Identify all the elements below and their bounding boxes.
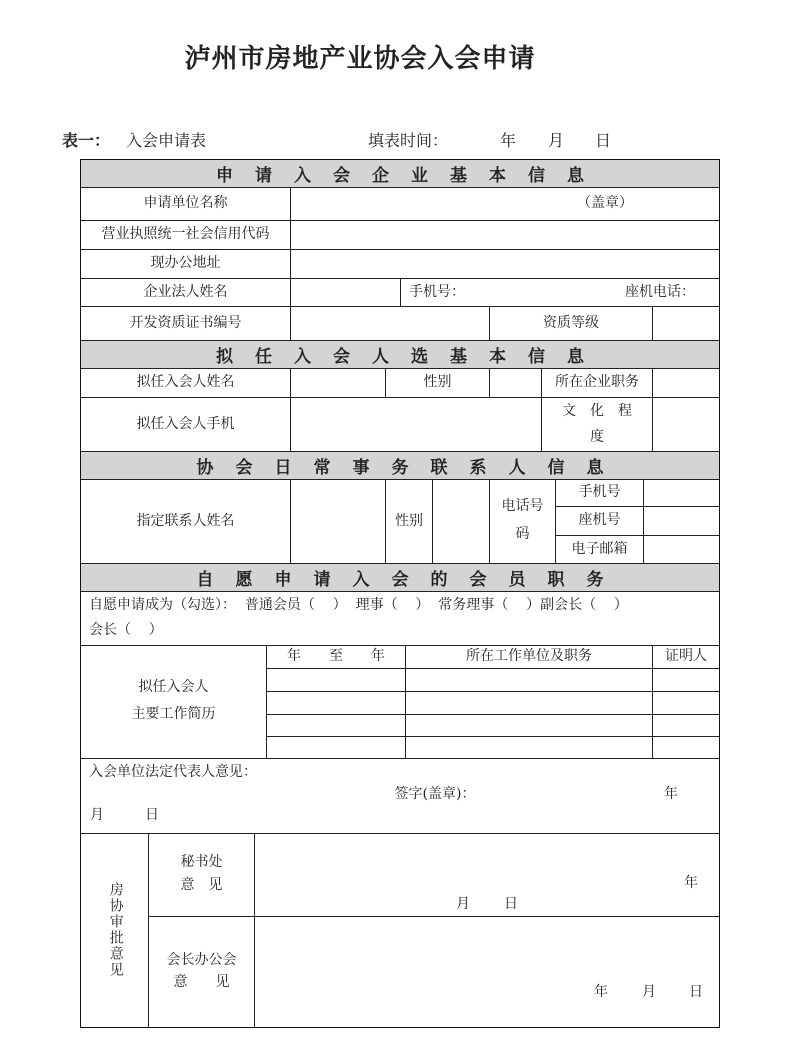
contact-name-label: 指定联系人姓名: [136, 512, 235, 529]
contact-phone-label-line2: 码: [515, 526, 530, 543]
fill-day: 日: [595, 131, 612, 150]
cert-no-field[interactable]: [291, 307, 489, 340]
contact-email-label: 电子邮箱: [571, 540, 628, 557]
contact-phone-label-line1: 电话号: [501, 498, 544, 515]
office-label-line2: 意 见: [173, 974, 230, 991]
contact-landline-label: 座机号: [578, 512, 621, 529]
legal-opinion-month: 月: [90, 807, 104, 824]
address-label: 现办公地址: [150, 255, 221, 272]
contact-mobile-label: 手机号: [578, 484, 621, 501]
member-name-label: 拟任入会人姓名: [136, 374, 235, 391]
legal-person-label: 企业法人姓名: [143, 283, 228, 300]
unit-name-label: 申请单位名称: [143, 195, 228, 212]
unit-name-field[interactable]: [291, 188, 719, 220]
seal-note: （盖章）: [577, 195, 633, 212]
position-options-line2[interactable]: 会长（ ）: [89, 622, 163, 639]
contact-gender-label: 性别: [395, 512, 423, 529]
legal-opinion-label: 入会单位法定代表人意见：: [89, 764, 257, 781]
office-year: 年: [594, 984, 608, 1001]
contact-mobile-field[interactable]: [644, 480, 719, 506]
secretary-month: 月: [456, 896, 470, 913]
license-label: 营业执照统一社会信用代码: [101, 226, 270, 243]
member-position-field[interactable]: [653, 369, 719, 397]
form-title: 泸州市房地产业协会入会申请: [184, 44, 536, 74]
section-header-position: 自愿申请入会的会员职务: [81, 564, 719, 591]
resume-label-line1: 拟任入会人: [138, 679, 209, 696]
secretary-label-line2: 意 见: [180, 877, 223, 894]
cert-level-label: 资质等级: [543, 314, 599, 331]
office-day: 日: [689, 984, 703, 1001]
fill-month: 月: [548, 131, 565, 150]
member-phone-label: 拟任入会人手机: [136, 415, 235, 432]
resume-col-unit: 所在工作单位及职务: [466, 648, 592, 665]
mobile-label: 手机号：: [409, 283, 465, 300]
form-name: 入会申请表: [126, 131, 207, 150]
education-label-line1: 文 化 程: [562, 403, 632, 420]
office-opinion-field[interactable]: [255, 917, 719, 1027]
member-name-field[interactable]: [291, 369, 385, 397]
resume-col-years: 年 至 年: [287, 648, 385, 665]
fill-year: 年: [500, 131, 517, 150]
office-label-line1: 会长办公会: [166, 952, 237, 969]
address-field[interactable]: [291, 250, 719, 278]
contact-email-field[interactable]: [644, 536, 719, 563]
education-field[interactable]: [653, 398, 719, 451]
member-gender-field[interactable]: [490, 369, 541, 397]
resume-col-witness: 证明人: [665, 648, 707, 665]
legal-person-field[interactable]: [291, 279, 400, 306]
legal-opinion-sign: 签字(盖章)：: [394, 786, 476, 803]
landline-label: 座机电话：: [625, 283, 695, 300]
section-header-contact: 协会日常事务联系人信息: [81, 452, 719, 479]
cert-no-label: 开发资质证书编号: [129, 314, 242, 331]
section-header-company: 申请入会企业基本信息: [81, 160, 719, 187]
member-gender-label: 性别: [423, 374, 452, 391]
section-header-member: 拟任入会人选基本信息: [81, 341, 719, 368]
contact-name-field[interactable]: [291, 480, 385, 563]
education-label-line2: 度: [590, 429, 604, 446]
office-month: 月: [642, 984, 656, 1001]
secretary-label-line1: 秘书处: [180, 854, 223, 871]
license-field[interactable]: [291, 221, 719, 249]
resume-label-line2: 主要工作简历: [131, 706, 216, 723]
secretary-year: 年: [684, 875, 698, 892]
contact-landline-field[interactable]: [644, 507, 719, 535]
cert-level-field[interactable]: [653, 307, 719, 340]
member-phone-field[interactable]: [291, 398, 541, 451]
approval-side-label: 房协审批意见: [107, 882, 124, 978]
secretary-day: 日: [504, 896, 518, 913]
position-options-line1[interactable]: 自愿申请成为（勾选）： 普通会员（ ） 理事（ ） 常务理事（ ）副会长（ ）: [89, 597, 628, 614]
secretary-opinion-field[interactable]: [255, 834, 719, 916]
legal-opinion-year: 年: [664, 786, 678, 803]
legal-opinion-day: 日: [145, 807, 159, 824]
member-position-label: 所在企业职务: [555, 374, 639, 391]
fill-time-label: 填表时间：: [368, 131, 449, 150]
table-label: 表一：: [62, 131, 111, 150]
contact-gender-field[interactable]: [433, 480, 489, 563]
